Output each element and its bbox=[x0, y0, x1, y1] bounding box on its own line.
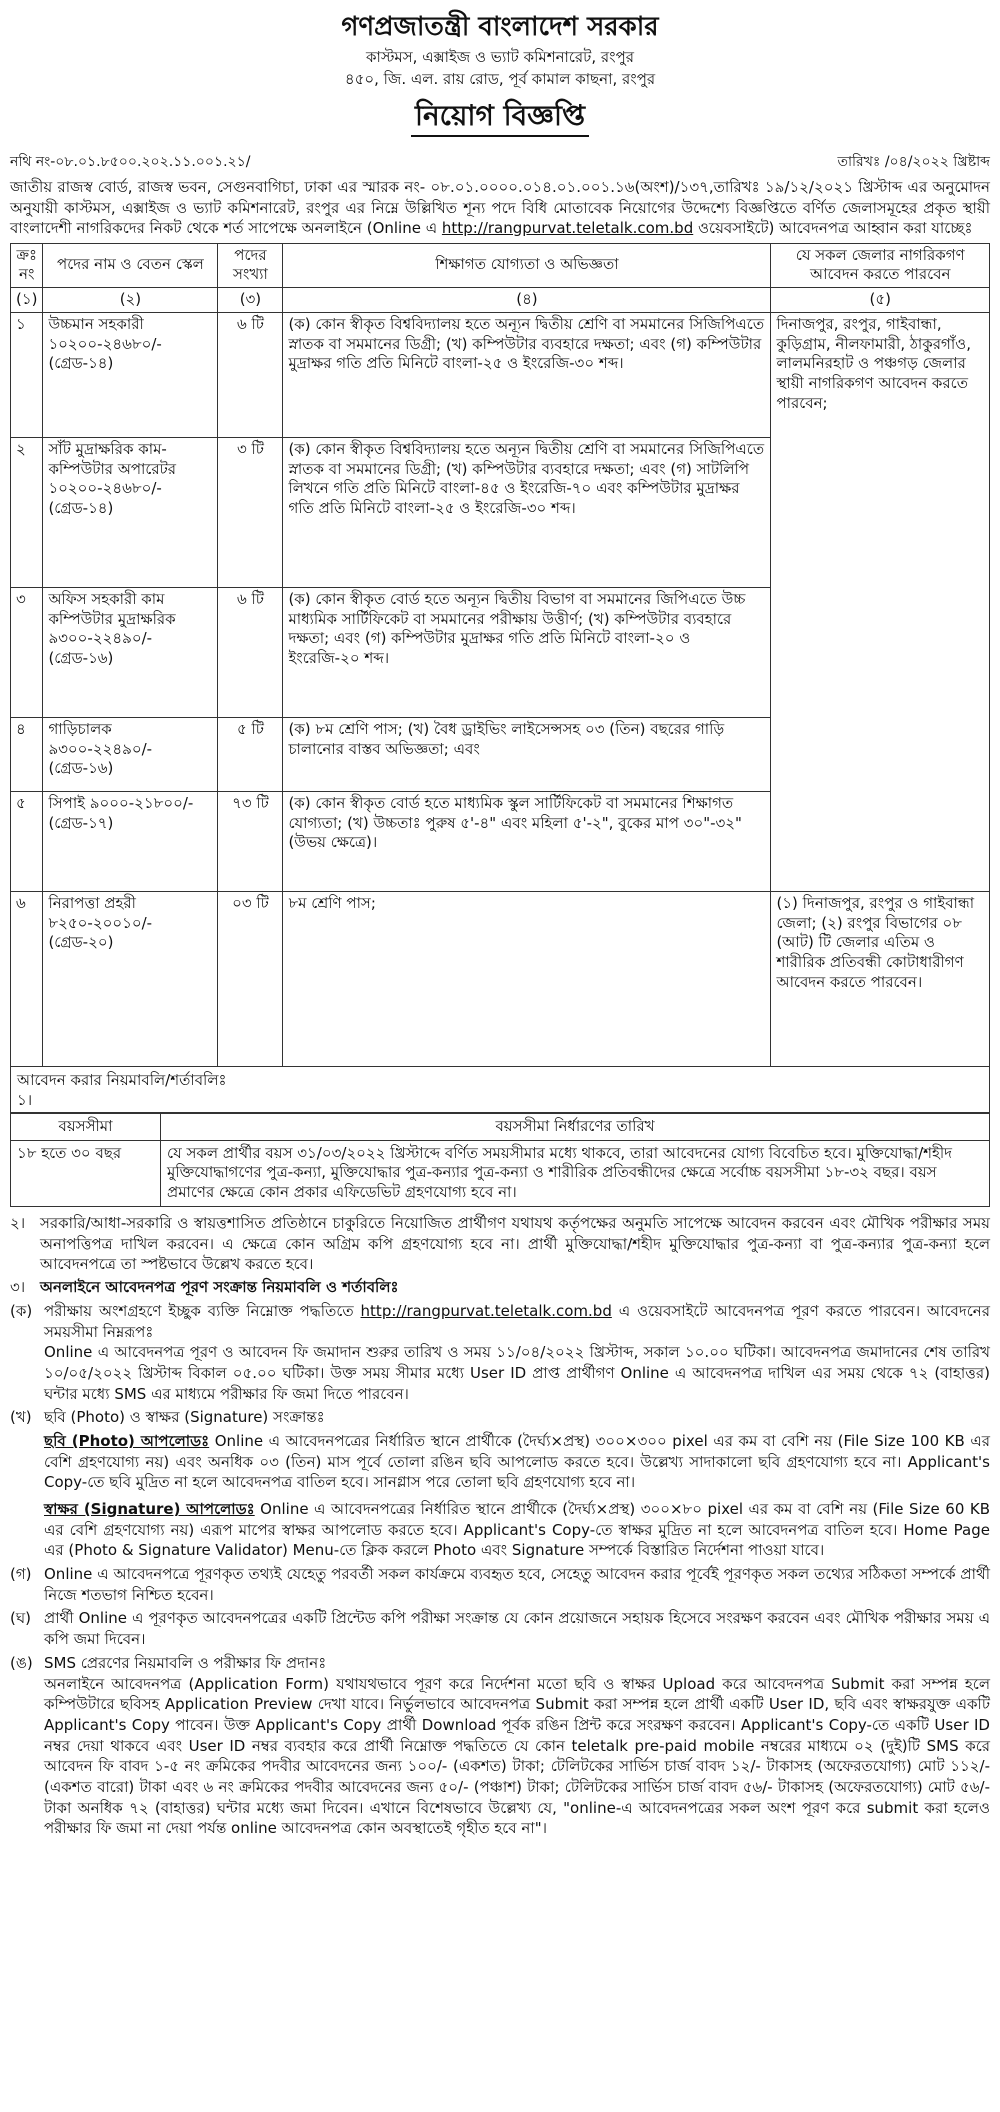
col-num: (২) bbox=[43, 288, 218, 313]
gha-number: (ঘ) bbox=[10, 1609, 31, 1628]
row-qualification: (ক) কোন স্বীকৃত বিশ্ববিদ্যালয় হতে অন্যূন দ্বিতীয় শ্রেণি বা সমমানের সিজিপিএতে স্নাতক বা সমমানের ডিগ্রী; (খ) কম্পিউটার ব্যবহারে দক্ষতা; এবং (গ) সাটলিপি লিখনে গতি প্রতি মিনিটে বাংলা-৪৫ ও ইংরেজি-৭০ এবং কম্পিউটার মুদ্রাক্ষর গতি প্রতি মিনিটে বাংলা-২৫ ও ইংরেজি-৩০ শব্দ। bbox=[283, 437, 771, 587]
reference-row bbox=[10, 153, 990, 171]
col-header-count: পদের সংখ্যা bbox=[218, 243, 283, 288]
rule-3-kha bbox=[10, 1407, 990, 1561]
row-post: উচ্চমান সহকারী ১০২০০-২৪৬৮০/- (গ্রেড-১৪) bbox=[43, 312, 218, 437]
row-sl: ২ bbox=[11, 437, 43, 587]
table-header-row bbox=[11, 243, 990, 288]
age-table bbox=[10, 1113, 990, 1207]
office-address: ৪৫০, জি. এল. রায় রোড, পূর্ব কামাল কাছনা, রংপুর bbox=[344, 70, 656, 89]
uma-text: অনলাইনে আবেদনপত্র (Application Form) যথাযথভাবে পূরণ করে নির্দেশনা মতো ছবি ও স্বাক্ষর Upload করে আবেদনপত্র Submit করা সম্পন্ন হলে কম্পিউটারে ছবিসহ Application Preview দেখা যাবে। নির্ভুলভাবে আবেদনপত্র Submit করা সম্পন্ন হলে প্রার্থী একটি User ID, ছবি এবং স্বাক্ষরযুক্ত একটি Applicant's Copy পাবেন। উক্ত Applicant's Copy প্রার্থী Download পূর্বক রঙিন প্রিন্ট করে সংরক্ষণ করবেন। Applicant's Copy-তে একটি User ID নম্বর দেয়া থাকবে এবং User ID নম্বর ব্যবহার করে প্রার্থী নিম্নোক্ত পদ্ধতিতে যে কোন teletalk pre-paid mobile নম্বরের মাধ্যমে ০২ (দুই)টি SMS করে আবেদন ফি বাবদ ১-৫ নং ক্রমিকের পদবীর আবেদনের জন্য ১০০/- (একশত) টাকা; টেলিটকের সার্ভিস চার্জ বাবদ ১২/- টাকাসহ (অফেরতযোগ্য) মোট ১১২/- (একশত বারো) টাকা এবং ৬ নং ক্রমিকের পদবীর আবেদনের জন্য ৫০/- (পঞ্চাশ) টাকা; টেলিটকের সার্ভিস চার্জ বাবদ ৫৬/- টাকাসহ (অফেরতযোগ্য) মোট ৫৬/- টাকা অনধিক ৭২ (বাহাত্তর) ঘন্টার মধ্যে জমা দিবেন। এখানে বিশেষভাবে উল্লেখ্য যে, "online-এ আবেদনপত্রের সকল অংশ পূরণ করে submit করা হলেও পরীক্ষার ফি জমা না দেয়া পর্যন্ত online আবেদনপত্র কোন অবস্থাতেই গৃহীত হবে না"। bbox=[44, 1674, 990, 1838]
row-post: অফিস সহকারী কাম কম্পিউটার মুদ্রাক্ষরিক ৯৩০০-২২৪৯০/- (গ্রেড-১৬) bbox=[43, 587, 218, 717]
row-count: ৩ টি bbox=[218, 437, 283, 587]
website-link[interactable]: http://rangpurvat.teletalk.com.bd bbox=[441, 219, 694, 238]
rule-2-text: সরকারি/আধা-সরকারি ও স্বায়ত্তশাসিত প্রতিষ্ঠানে চাকুরিতে নিয়োজিত প্রার্থীগণ যথাযথ কর্তৃপক্ষের অনুমতি সাপেক্ষে আবেদন করবেন এবং মৌখিক পরীক্ষার সময় অনাপত্তিপত্র দাখিল করবেন। এ ক্ষেত্রে কোন অগ্রিম কপি গ্রহণযোগ্য হবে না। প্রার্থী মুক্তিযোদ্ধা/শহীদ মুক্তিযোদ্ধার পুত্র-কন্যা বা পুত্র-কন্যার পুত্র-কন্যা হলে আবেদনপত্রে তা স্পষ্টভাবে উল্লেখ করতে হবে। bbox=[40, 1214, 990, 1274]
gha-text: প্রার্থী Online এ পূরণকৃত আবেদনপত্রের একটি প্রিন্টেড কপি পরীক্ষা সংক্রান্ত যে কোন প্রয়োজনে সহায়ক হিসেবে সংরক্ষণ করবেন এবং মৌখিক পরীক্ষার সময় এ কপি জমা দিবেন। bbox=[44, 1609, 990, 1649]
rule-3 bbox=[10, 1277, 990, 1298]
col-header-districts: যে সকল জেলার নাগরিকগণ আবেদন করতে পারবেন bbox=[771, 243, 990, 288]
age-row bbox=[11, 1140, 990, 1206]
ga-text: Online এ আবেদনপত্রে পূরণকৃত তথ্যই যেহেতু পরবর্তী সকল কার্যক্রমে ব্যবহৃত হবে, সেহেতু আবেদন করার পূর্বেই পূরণকৃত সকল তথ্যের সঠিকতা সম্পর্কে প্রার্থী নিজে শতভাগ নিশ্চিত হবেন। bbox=[44, 1565, 990, 1604]
rule-3-gha bbox=[10, 1608, 990, 1649]
ka-text-2: এ ওয়েবসাইটে আবেদনপত্র পূরণ করতে পারবেন। আবেদনের সময়সীমা নিম্নরূপঃ bbox=[44, 1301, 990, 1341]
rule-3-number: ৩। bbox=[10, 1278, 26, 1297]
ka-text-3: Online এ আবেদনপত্র পূরণ ও আবেদন ফি জমাদান শুরুর তারিখ ও সময় ১১/০৪/২০২২ খ্রিস্টাব্দ, সকাল ১০.০০ ঘটিকা। আবেদনপত্র জমাদানের শেষ তারিখ ১০/০৫/২০২২ খ্রিস্টাব্দ বিকাল ০৫.০০ ঘটিকা। উক্ত সময় সীমার মধ্যে User ID প্রাপ্ত প্রার্থীগণ Online এ আবেদনপত্র দাখিল এর সময় থেকে ৭২ (বাহাত্তর) ঘন্টার মধ্যে SMS এর মাধ্যমে পরীক্ষার ফি জমা দিতে পারবেন। bbox=[44, 1343, 990, 1403]
row-sl: ৬ bbox=[11, 891, 43, 1066]
row-sl: ১ bbox=[11, 312, 43, 437]
rules-title: আবেদন করার নিয়মাবলি/শর্তাবলিঃ bbox=[17, 1070, 227, 1089]
photo-label: ছবি (Photo) আপলোডঃ bbox=[44, 1431, 210, 1450]
row-post: সিপাই ৯০০০-২১৮০০/- (গ্রেড-১৭) bbox=[43, 791, 218, 891]
row-count: ৭৩ টি bbox=[218, 791, 283, 891]
intro-paragraph bbox=[10, 177, 990, 238]
intro-tail: ওয়েবসাইটে) আবেদনপত্র আহ্বান করা যাচ্ছেঃ bbox=[693, 219, 973, 238]
notice-title: নিয়োগ বিজ্ঞপ্তি bbox=[411, 98, 589, 137]
notice-date: তারিখঃ /০৪/২০২২ খ্রিষ্টাব্দ bbox=[837, 153, 990, 170]
row-qualification: (ক) ৮ম শ্রেণি পাস; (খ) বৈধ ড্রাইভিং লাইসেন্সসহ ০৩ (তিন) বছরের গাড়ি চালানোর বাস্তব অভিজ্ঞতা; এবং bbox=[283, 717, 771, 791]
row-count: ০৩ টি bbox=[218, 891, 283, 1066]
rule-3-uma bbox=[10, 1653, 990, 1839]
row-qualification: ৮ম শ্রেণি পাস; bbox=[283, 891, 771, 1066]
col-num: (৫) bbox=[771, 288, 990, 313]
age-header-row bbox=[11, 1113, 990, 1140]
row-qualification: (ক) কোন স্বীকৃত বোর্ড হতে অন্যূন দ্বিতীয় বিভাগ বা সমমানের জিপিএতে উচ্চ মাধ্যমিক সার্টিফিকেট বা সমমানের পরীক্ষায় উত্তীর্ণ; (খ) কম্পিউটার ব্যবহারে দক্ষতা; এবং (গ) কম্পিউটার মুদ্রাক্ষর গতি প্রতি মিনিটে বাংলা-২০ ও ইংরেজি-২০ শব্দ। bbox=[283, 587, 771, 717]
uma-title: SMS প্রেরণের নিয়মাবলি ও পরীক্ষার ফি প্রদানঃ bbox=[44, 1653, 327, 1672]
table-colnum-row bbox=[11, 288, 990, 313]
col-header-qualification: শিক্ষাগত যোগ্যতা ও অভিজ্ঞতা bbox=[283, 243, 771, 288]
row-qualification: (ক) কোন স্বীকৃত বিশ্ববিদ্যালয় হতে অন্যূন দ্বিতীয় শ্রেণি বা সমমানের সিজিপিএতে স্নাতক বা সমমানের ডিগ্রী; (খ) কম্পিউটার ব্যবহারে দক্ষতা; এবং (গ) কম্পিউটার মুদ্রাক্ষর গতি প্রতি মিনিটে বাংলা-২৫ ও ইংরেজি-৩০ শব্দ। bbox=[283, 312, 771, 437]
districts-guard: (১) দিনাজপুর, রংপুর ও গাইবান্ধা জেলা; (২) রংপুর বিভাগের ০৮ (আট) টি জেলার এতিম ও শারীরিক প্রতিবন্ধী কোটাধারীগণ আবেদন করতে পারবেন। bbox=[771, 891, 990, 1066]
kha-number: (খ) bbox=[10, 1408, 32, 1427]
vacancy-table bbox=[10, 243, 990, 1067]
ga-number: (গ) bbox=[10, 1565, 32, 1584]
row-count: ৫ টি bbox=[218, 717, 283, 791]
age-col-limit: বয়সসীমা bbox=[11, 1113, 161, 1140]
age-limit: ১৮ হতে ৩০ বছর bbox=[11, 1140, 161, 1206]
photo-text: Online এ আবেদনপত্রের নির্ধারিত স্থানে প্রার্থীকে (দৈর্ঘ্য×প্রস্থ) ৩০০×৩০০ pixel এর কম বা বেশি নয় (File Size 100 KB এর বেশি গ্রহণযোগ্য নয়) এবং অনধিক ০৩ (তিন) মাস পূর্বে তোলা রঙিন ছবি আপলোড করতে হবে। উল্লেখ্য সাদাকালো ছবি গ্রহণযোগ্য হবে না। Applicant's Copy-তে ছবি মুদ্রিত না হলে আবেদনপত্র বাতিল হবে। সানগ্লাস পরে তোলা ছবি গ্রহণযোগ্য হবে না। bbox=[44, 1431, 990, 1492]
office-name: কাস্টমস, এক্সাইজ ও ভ্যাট কমিশনারেট, রংপুর bbox=[365, 48, 635, 67]
row-qualification: (ক) কোন স্বীকৃত বোর্ড হতে মাধ্যমিক স্কুল সার্টিফিকেট বা সমমানের শিক্ষাগত যোগ্যতা; (খ) উচ্চতাঃ পুরুষ ৫'-৪" এবং মহিলা ৫'-২", বুকের মাপ ৩০"-৩২" (উভয় ক্ষেত্রে)। bbox=[283, 791, 771, 891]
age-col-date: বয়সসীমা নির্ধারণের তারিখ bbox=[161, 1113, 990, 1140]
kha-title: ছবি (Photo) ও স্বাক্ষর (Signature) সংক্রান্তঃ bbox=[44, 1408, 325, 1427]
rule-2-number: ২। bbox=[10, 1214, 26, 1233]
table-row bbox=[11, 891, 990, 1066]
rule-2 bbox=[10, 1213, 990, 1275]
rule-1-number: ১। bbox=[17, 1090, 33, 1109]
row-post: সাঁট মুদ্রাক্ষরিক কাম-কম্পিউটার অপারেটর ১০২০০-২৪৬৮০/- (গ্রেড-১৪) bbox=[43, 437, 218, 587]
govt-title: গণপ্রজাতন্ত্রী বাংলাদেশ সরকার bbox=[341, 12, 659, 42]
rule-3-ga bbox=[10, 1564, 990, 1605]
row-count: ৬ টি bbox=[218, 587, 283, 717]
rule-3-title: অনলাইনে আবেদনপত্র পূরণ সংক্রান্ত নিয়মাবলি ও শর্তাবলিঃ bbox=[40, 1278, 399, 1297]
header bbox=[10, 10, 990, 137]
row-sl: ৪ bbox=[11, 717, 43, 791]
row-sl: ৫ bbox=[11, 791, 43, 891]
col-header-sl: ক্রঃ নং bbox=[11, 243, 43, 288]
uma-number: (ঙ) bbox=[10, 1653, 33, 1672]
ka-number: (ক) bbox=[10, 1301, 33, 1320]
intro-text: জাতীয় রাজস্ব বোর্ড, রাজস্ব ভবন, সেগুনবাগিচা, ঢাকা এর স্মারক নং- ০৮.০১.০০০০.০১৪.০১.০০১.১৬(অংশ)/১৩৭,তারিখঃ ১৯/১২/২০২১ খ্রিস্টাব্দ এর অনুমোদন অনুযায়ী কাস্টমস, এক্সাইজ ও ভ্যাট কমিশনারেট, রংপুর এর নিম্নে উল্লিখিত শূন্য পদে বিধি মোতাবেক নিয়োগের উদ্দেশ্যে বিজ্ঞপ্তিতে বর্ণিত জেলাসমূহের প্রকৃত স্থায়ী বাংলাদেশী নাগরিকদের নিকট থেকে শর্ত সাপেক্ষে অনলাইনে (Online এ bbox=[10, 178, 990, 238]
row-post: নিরাপত্তা প্রহরী ৮২৫০-২০০১০/- (গ্রেড-২০) bbox=[43, 891, 218, 1066]
rule-3-ka bbox=[10, 1301, 990, 1404]
memo-number: নথি নং-০৮.০১.৮৫০০.২০২.১১.০০১.২১/ bbox=[10, 153, 251, 170]
rules-header bbox=[10, 1067, 990, 1113]
signature-text: Online এ আবেদনপত্রের নির্ধারিত স্থানে প্রার্থীকে (দৈর্ঘ্য×প্রস্থ) ৩০০×৮০ pixel এর কম বা বেশি নয় (File Size 60 KB এর বেশি গ্রহণযোগ্য নয়) এরূপ মাপের স্বাক্ষর আপলোড করতে হবে। Applicant's Copy-তে স্বাক্ষর মুদ্রিত না হলে আবেদনপত্র বাতিল হবে। Home Page এর (Photo & Signature Validator) Menu-তে ক্লিক করলে Photo এবং Signature সম্পর্কে বিস্তারিত নির্দেশনা পাওয়া যাবে। bbox=[44, 1500, 990, 1560]
table-row bbox=[11, 312, 990, 437]
ka-text-1: পরীক্ষায় অংশগ্রহণে ইচ্ছুক ব্যক্তি নিম্নোক্ত পদ্ধতিতে bbox=[44, 1301, 354, 1320]
col-num: (৪) bbox=[283, 288, 771, 313]
row-sl: ৩ bbox=[11, 587, 43, 717]
ka-website-link[interactable]: http://rangpurvat.teletalk.com.bd bbox=[360, 1301, 612, 1320]
age-text: যে সকল প্রার্থীর বয়স ৩১/০৩/২০২২ খ্রিস্টাব্দে বর্ণিত সময়সীমার মধ্যে থাকবে, তারা আবেদনের যোগ্য বিবেচিত হবে। মুক্তিযোদ্ধা/শহীদ মুক্তিযোদ্ধাগণের পুত্র-কন্যা, মুক্তিযোদ্ধার পুত্র-কন্যার পুত্র-কন্যা ও শারীরিক প্রতিবন্ধীদের ক্ষেত্রে সর্বোচ্চ বয়সসীমা ১৮-৩২ বছর। বয়স প্রমাণের ক্ষেত্রে কোন প্রকার এফিডেভিট গ্রহণযোগ্য হবে না। bbox=[161, 1140, 990, 1206]
row-count: ৬ টি bbox=[218, 312, 283, 437]
col-num: (১) bbox=[11, 288, 43, 313]
signature-label: স্বাক্ষর (Signature) আপলোডঃ bbox=[44, 1500, 255, 1519]
col-header-post: পদের নাম ও বেতন স্কেল bbox=[43, 243, 218, 288]
row-post: গাড়িচালক ৯৩০০-২২৪৯০/- (গ্রেড-১৬) bbox=[43, 717, 218, 791]
districts-general: দিনাজপুর, রংপুর, গাইবান্ধা, কুড়িগ্রাম, নীলফামারী, ঠাকুরগাঁও, লালমনিরহাট ও পঞ্চগড় জেলার স্থায়ী নাগরিকগণ আবেদন করতে পারবেন; bbox=[771, 312, 990, 891]
col-num: (৩) bbox=[218, 288, 283, 313]
